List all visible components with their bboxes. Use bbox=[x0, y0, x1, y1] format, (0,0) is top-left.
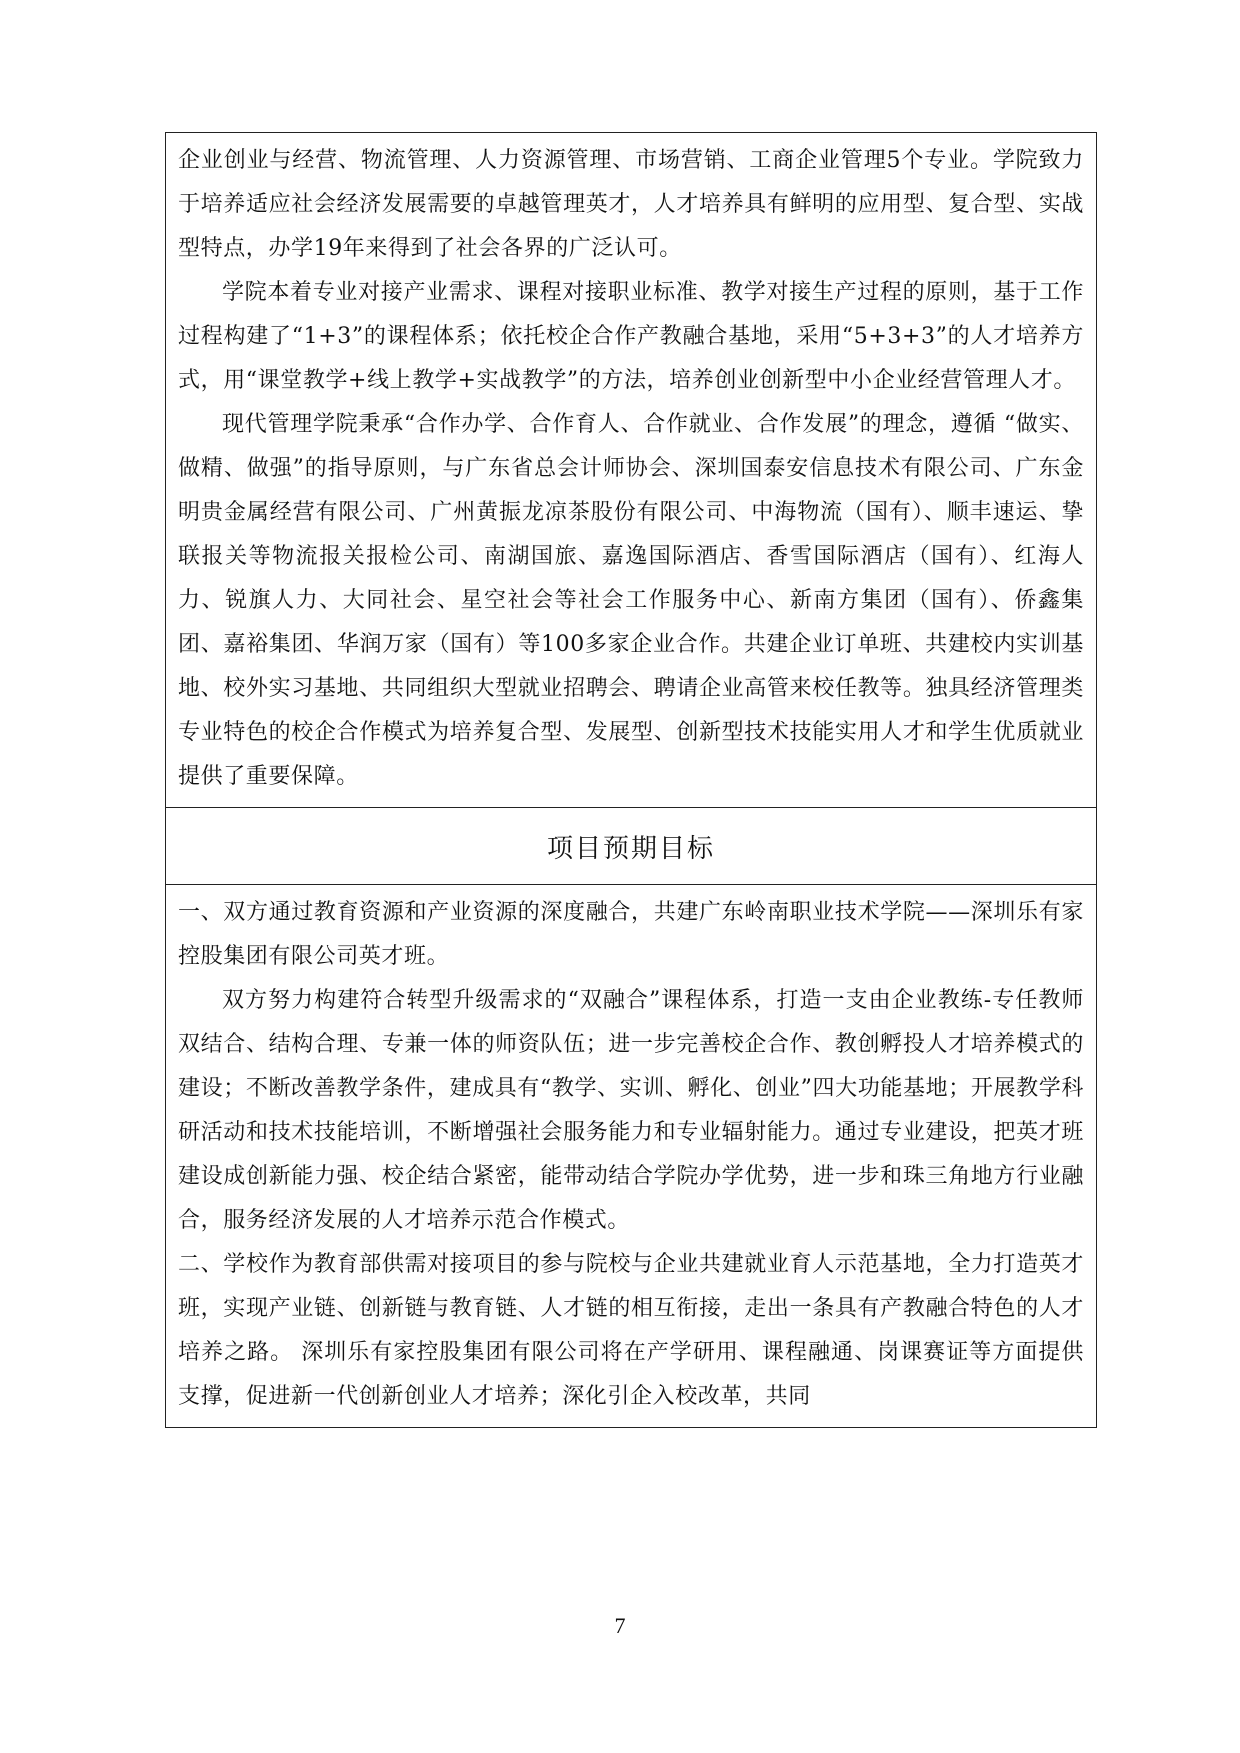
intro-paragraph-2: 学院本着专业对接产业需求、课程对接职业标准、教学对接生产过程的原则，基于工作过程构建了“1+3”的课程体系；依托校企合作产教融合基地，采用“5+3+3”的人才培养方式，用“课堂教学+线上教学+实战教学”的方法，培养创业创新型中小企业经营管理人才。 bbox=[178, 280, 1084, 393]
document-table bbox=[165, 132, 1097, 1428]
goals-cell bbox=[166, 884, 1096, 1427]
intro-paragraph-1: 企业创业与经营、物流管理、人力资源管理、市场营销、工商企业管理5个专业。学院致力于培养适应社会经济发展需要的卓越管理英才，人才培养具有鲜明的应用型、复合型、实战型特点，办学19年来得到了社会各界的广泛认可。 bbox=[178, 148, 1084, 261]
goals-heading-cell bbox=[166, 807, 1096, 884]
intro-cell bbox=[166, 133, 1096, 807]
intro-paragraph-3: 现代管理学院秉承“合作办学、合作育人、合作就业、合作发展”的理念，遵循 “做实、做精、做强”的指导原则，与广东省总会计师协会、深圳国泰安信息技术有限公司、广东金明贵金属经营有限公司、广州黄振龙凉茶股份有限公司、中海物流（国有）、顺丰速运、挚联报关等物流报关报检公司、南湖国旅、嘉逸国际酒店、香雪国际酒店（国有）、红海人力、锐旗人力、大同社会、星空社会等社会工作服务中心、新南方集团（国有）、侨鑫集团、嘉裕集团、华润万家（国有）等100多家企业合作。共建企业订单班、共建校内实训基地、校外实习基地、共同组织大型就业招聘会、聘请企业高管来校任教等。独具经济管理类专业特色的校企合作模式为培养复合型、发展型、创新型技术技能实用人才和学生优质就业提供了重要保障。 bbox=[178, 412, 1084, 789]
goals-paragraph-3: 二、学校作为教育部供需对接项目的参与院校与企业共建就业育人示范基地，全力打造英才班，实现产业链、创新链与教育链、人才链的相互衔接，走出一条具有产教融合特色的人才培养之路。 深圳乐有家控股集团有限公司将在产学研用、课程融通、岗课赛证等方面提供支撑，促进新一代创新创业人才培养；深化引企入校改革，共同 bbox=[178, 1252, 1084, 1409]
goals-paragraph-2: 双方努力构建符合转型升级需求的“双融合”课程体系，打造一支由企业教练-专任教师双结合、结构合理、专兼一体的师资队伍；进一步完善校企合作、教创孵投人才培养模式的建设；不断改善教学条件，建成具有“教学、实训、孵化、创业”四大功能基地；开展教学科研活动和技术技能培训，不断增强社会服务能力和专业辐射能力。通过专业建设，把英才班建设成创新能力强、校企结合紧密，能带动结合学院办学优势，进一步和珠三角地方行业融合，服务经济发展的人才培养示范合作模式。 bbox=[178, 988, 1084, 1233]
goals-paragraph-1: 一、双方通过教育资源和产业资源的深度融合，共建广东岭南职业技术学院——深圳乐有家控股集团有限公司英才班。 bbox=[178, 900, 1084, 969]
section-heading: 项目预期目标 bbox=[546, 833, 715, 864]
page-number: 7 bbox=[614, 1613, 626, 1638]
